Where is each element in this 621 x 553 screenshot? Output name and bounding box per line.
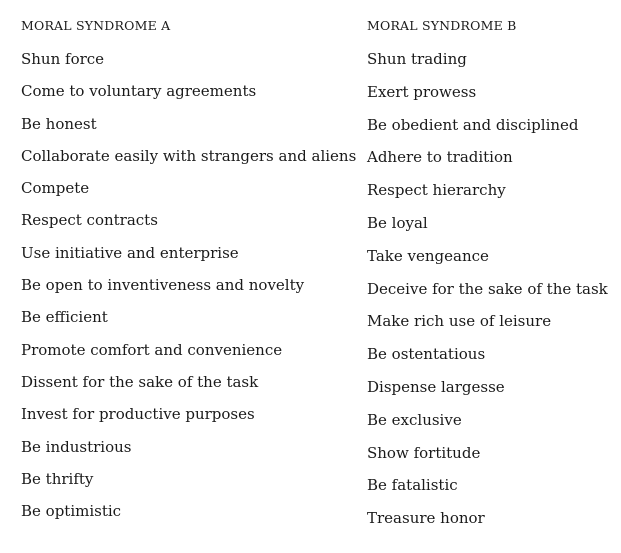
list-item: Collaborate easily with strangers and aliens bbox=[21, 146, 357, 165]
list-item: Be open to inventiveness and novelty bbox=[21, 276, 305, 295]
list-item: Be honest bbox=[21, 114, 97, 133]
syndrome-b-list bbox=[367, 48, 617, 540]
list-item: Shun trading bbox=[367, 50, 467, 68]
list-item: Be loyal bbox=[367, 213, 428, 232]
list-item: Be ostentatious bbox=[367, 345, 486, 364]
list-item: Use initiative and enterprise bbox=[21, 243, 239, 262]
list-item: Compete bbox=[21, 179, 90, 198]
syndrome-b-heading: MORAL SYNDROME B bbox=[367, 18, 517, 33]
list-item: Deceive for the sake of the task bbox=[367, 279, 608, 298]
list-item: Be efficient bbox=[21, 308, 108, 327]
syndrome-a-heading: MORAL SYNDROME A bbox=[21, 18, 171, 33]
syndrome-a-list bbox=[21, 48, 356, 532]
list-item: Respect contracts bbox=[21, 211, 158, 230]
list-item: Be optimistic bbox=[21, 502, 122, 521]
list-item: Exert prowess bbox=[367, 82, 477, 101]
list-item: Promote comfort and convenience bbox=[21, 340, 283, 359]
list-item: Respect hierarchy bbox=[367, 181, 506, 200]
list-item: Adhere to tradition bbox=[367, 148, 513, 167]
list-item: Be thrifty bbox=[21, 469, 94, 488]
list-item: Treasure honor bbox=[367, 509, 485, 528]
list-item: Be exclusive bbox=[367, 410, 462, 429]
list-item: Show fortitude bbox=[367, 443, 481, 462]
list-item: Shun force bbox=[21, 50, 105, 68]
list-item: Be obedient and disciplined bbox=[367, 115, 579, 134]
list-item: Be fatalistic bbox=[367, 476, 458, 495]
list-item: Make rich use of leisure bbox=[367, 312, 552, 331]
list-item: Come to voluntary agreements bbox=[21, 82, 257, 101]
list-item: Dispense largesse bbox=[367, 377, 505, 396]
list-item: Be industrious bbox=[21, 437, 132, 456]
list-item: Dissent for the sake of the task bbox=[21, 372, 259, 391]
list-item: Take vengeance bbox=[367, 246, 489, 265]
list-item: Invest for productive purposes bbox=[21, 405, 255, 424]
